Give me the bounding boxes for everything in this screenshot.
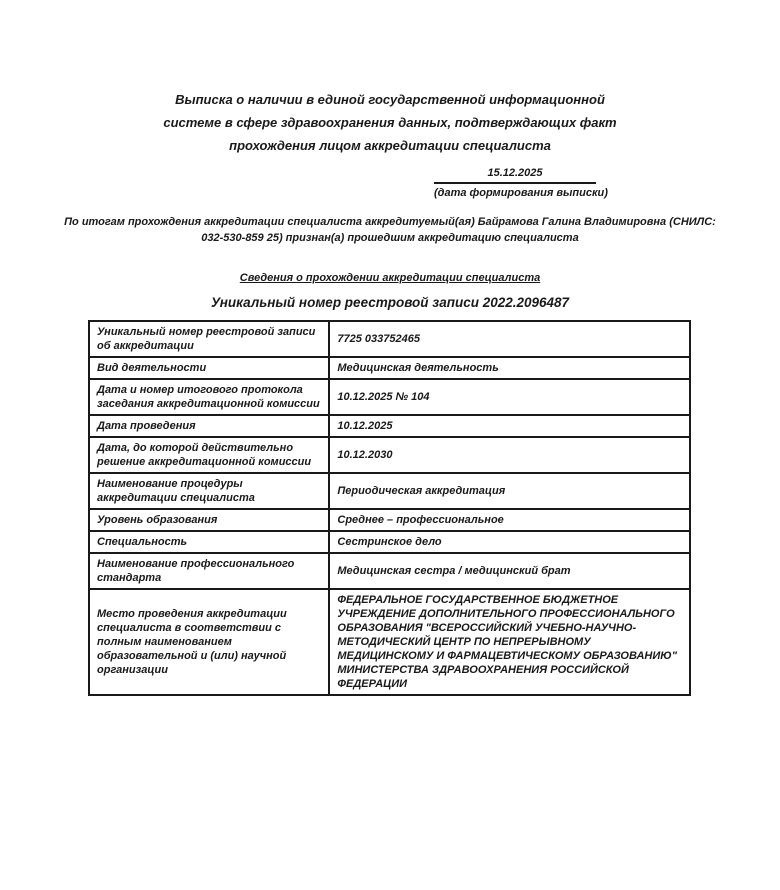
table-row xyxy=(89,589,690,695)
row-label: Дата и номер итогового протокола заседания аккредитационной комиссии xyxy=(89,379,329,415)
row-label: Дата проведения xyxy=(89,415,329,437)
table-row xyxy=(89,379,690,415)
table-row xyxy=(89,357,690,379)
table-row xyxy=(89,531,690,553)
row-value: Сестринское дело xyxy=(329,531,690,553)
issue-date-caption: (дата формирования выписки) xyxy=(434,187,608,199)
registry-number-heading: Уникальный номер реестровой записи 2022.2096487 xyxy=(210,295,570,310)
issue-date-block xyxy=(434,166,608,200)
row-value: 10.12.2030 xyxy=(329,437,690,473)
row-value: 7725 033752465 xyxy=(329,321,690,357)
row-value: Периодическая аккредитация xyxy=(329,473,690,509)
intro-paragraph: По итогам прохождения аккредитации специалиста аккредитуемый(ая) Байрамова Галина Владимировна (СНИЛС: 032-530-859 25) признан(а) прошедшим аккредитацию специалиста xyxy=(64,216,716,244)
row-label: Наименование процедуры аккредитации специалиста xyxy=(89,473,329,509)
row-value: Медицинская сестра / медицинский брат xyxy=(329,553,690,589)
row-label: Дата, до которой действительно решение аккредитационной комиссии xyxy=(89,437,329,473)
table-row xyxy=(89,473,690,509)
row-label: Уникальный номер реестровой записи об аккредитации xyxy=(89,321,329,357)
row-value: Медицинская деятельность xyxy=(329,357,690,379)
row-value: ФЕДЕРАЛЬНОЕ ГОСУДАРСТВЕННОЕ БЮДЖЕТНОЕ УЧРЕЖДЕНИЕ ДОПОЛНИТЕЛЬНОГО ПРОФЕССИОНАЛЬНОГО ОБРАЗОВАНИЯ "ВСЕРОССИЙСКИЙ УЧЕБНО-НАУЧНО-МЕТОДИЧЕСКИЙ ЦЕНТР ПО НЕПРЕРЫВНОМУ МЕДИЦИНСКОМУ И ФАРМАЦЕВТИЧЕСКОМУ ОБРАЗОВАНИЮ" МИНИСТЕРСТВА ЗДРАВООХРАНЕНИЯ РОССИЙСКОЙ ФЕДЕРАЦИИ xyxy=(329,589,690,695)
row-label: Вид деятельности xyxy=(89,357,329,379)
row-value: 10.12.2025 xyxy=(329,415,690,437)
document-title: Выписка о наличии в единой государственной информационной системе в сфере здравоохранения данных, подтверждающих факт прохождения лицом аккредитации специалиста xyxy=(163,92,617,153)
table-row xyxy=(89,321,690,357)
row-label: Специальность xyxy=(89,531,329,553)
table-body xyxy=(89,321,690,695)
table-row xyxy=(89,509,690,531)
issue-date: 15.12.2025 xyxy=(434,166,596,184)
table-row xyxy=(89,553,690,589)
table-row xyxy=(89,415,690,437)
accreditation-details-table xyxy=(88,320,691,696)
row-label: Наименование профессионального стандарта xyxy=(89,553,329,589)
row-value: 10.12.2025 № 104 xyxy=(329,379,690,415)
row-label: Уровень образования xyxy=(89,509,329,531)
row-label: Место проведения аккредитации специалиста в соответствии с полным наименованием образовательной и (или) научной организации xyxy=(89,589,329,695)
section-heading: Сведения о прохождении аккредитации специалиста xyxy=(239,272,541,284)
row-value: Среднее – профессиональное xyxy=(329,509,690,531)
table-row xyxy=(89,437,690,473)
